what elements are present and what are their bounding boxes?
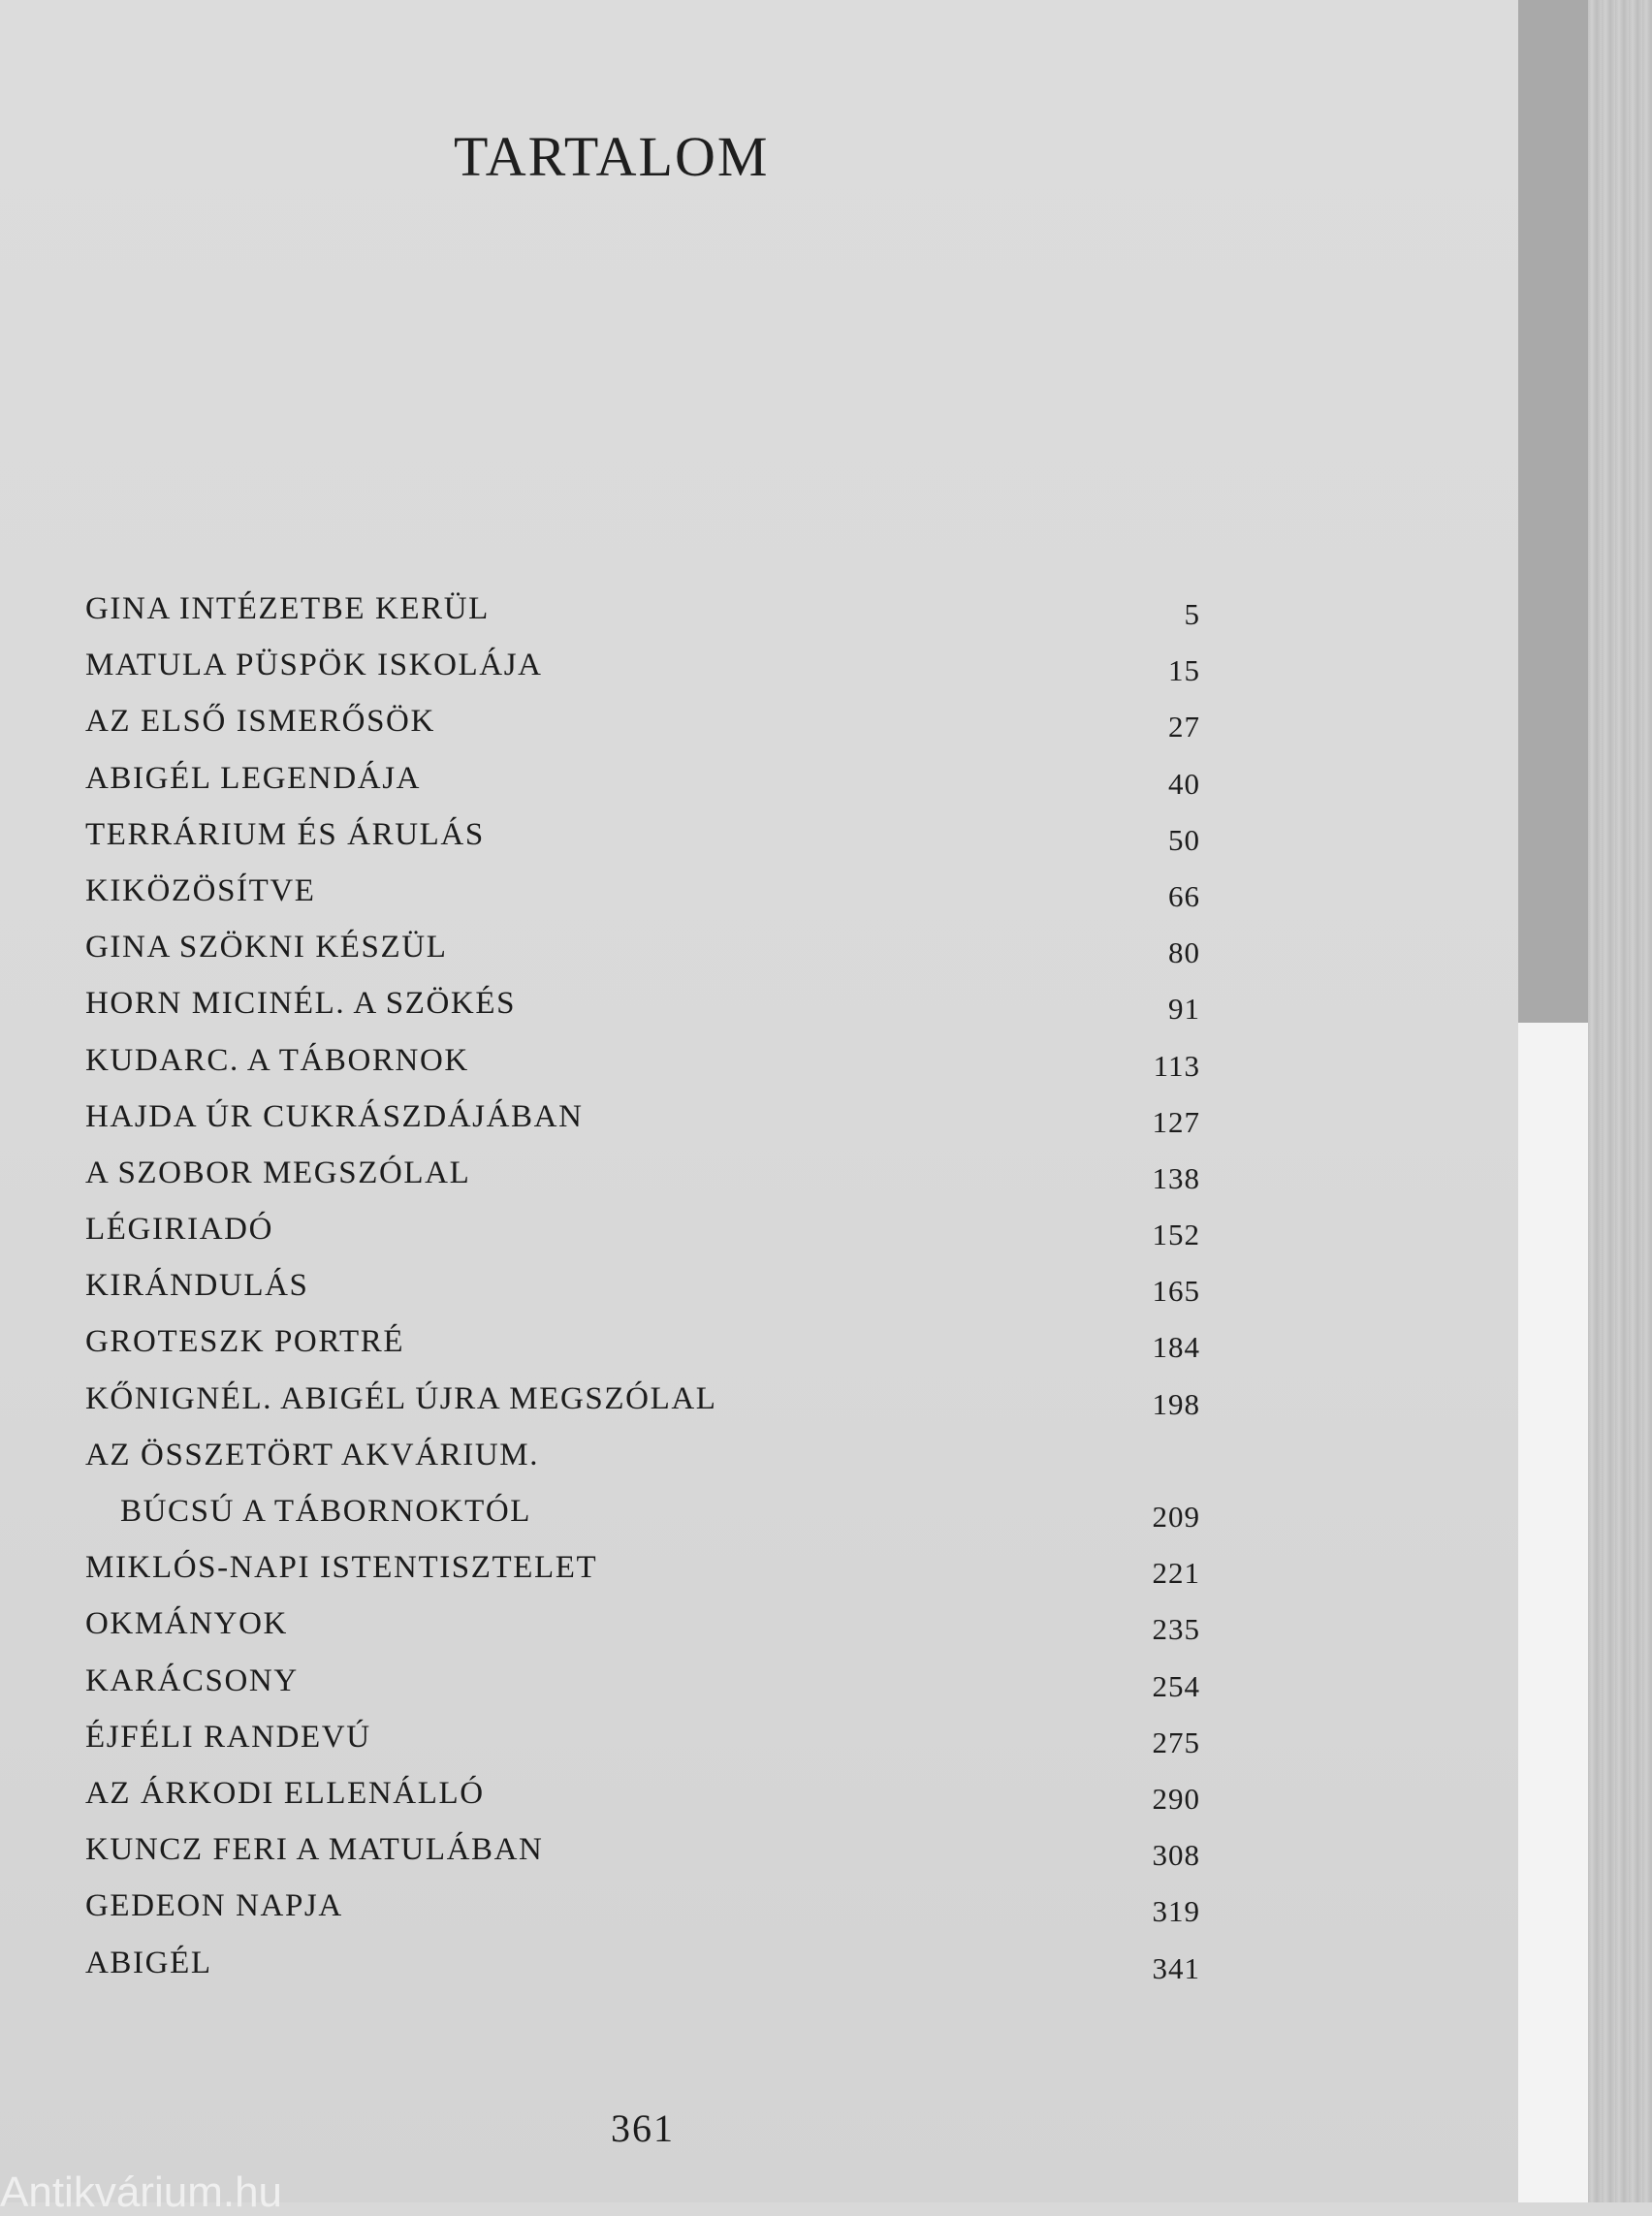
toc-entry-title: AZ ELSŐ ISMERŐSÖK — [85, 704, 435, 740]
toc-entry-title: GROTESZK PORTRÉ — [85, 1324, 405, 1360]
toc-entry-title: ABIGÉL LEGENDÁJA — [85, 760, 422, 796]
toc-row — [85, 761, 1200, 817]
toc-entry-page: 113 — [1153, 1048, 1200, 1083]
toc-entry-page: 198 — [1152, 1386, 1200, 1421]
toc-entry-page: 80 — [1168, 935, 1200, 970]
toc-row — [85, 1099, 1200, 1155]
toc-entry-page: 319 — [1152, 1894, 1200, 1929]
page-number: 361 — [611, 2106, 675, 2150]
toc-row — [85, 1155, 1200, 1212]
toc-entry-page: 40 — [1168, 766, 1200, 801]
toc-entry-title: AZ ÖSSZETÖRT AKVÁRIUM. — [85, 1437, 540, 1472]
toc-entry-page: 127 — [1152, 1104, 1200, 1139]
toc-entry-title: GINA SZÖKNI KÉSZÜL — [85, 930, 448, 966]
toc-entry-title: ABIGÉL — [85, 1945, 212, 1980]
book-edge-gray — [1518, 0, 1588, 1023]
toc-row — [85, 1776, 1200, 1832]
toc-row — [85, 704, 1200, 760]
toc-entry-page: 91 — [1168, 992, 1200, 1027]
toc-entry-title: AZ ÁRKODI ELLENÁLLÓ — [85, 1775, 485, 1811]
toc-entry-page: 235 — [1152, 1612, 1200, 1647]
toc-entry-title: HORN MICINÉL. A SZÖKÉS — [85, 986, 517, 1022]
toc-row — [85, 1324, 1200, 1380]
toc-entry-title: KŐNIGNÉL. ABIGÉL ÚJRA MEGSZÓLAL — [85, 1380, 717, 1416]
toc-row — [85, 591, 1200, 648]
toc-row — [85, 1381, 1200, 1438]
toc-row — [85, 1832, 1200, 1888]
toc-row — [85, 1438, 1200, 1494]
toc-entry-title: GEDEON NAPJA — [85, 1888, 343, 1924]
toc-entry-title: ÉJFÉLI RANDEVÚ — [85, 1719, 371, 1755]
toc-row — [85, 1606, 1200, 1662]
toc-entry-title: KIRÁNDULÁS — [85, 1268, 309, 1304]
background-surface — [1588, 0, 1652, 2202]
toc-entry-page: 15 — [1168, 653, 1200, 688]
toc-entry-title: KIKÖZÖSÍTVE — [85, 872, 316, 908]
toc-entry-title: KUNCZ FERI A MATULÁBAN — [85, 1832, 544, 1868]
toc-entry-page: 308 — [1152, 1838, 1200, 1873]
toc-entry-page: 5 — [1184, 597, 1200, 631]
toc-row — [85, 648, 1200, 704]
toc-row — [85, 817, 1200, 873]
toc-row — [85, 1888, 1200, 1945]
toc-entry-page: 290 — [1152, 1781, 1200, 1816]
toc-row — [85, 1268, 1200, 1324]
toc-entry-title: MIKLÓS-NAPI ISTENTISZTELET — [85, 1550, 598, 1586]
toc-entry-page: 138 — [1152, 1160, 1200, 1195]
toc-row — [85, 1550, 1200, 1606]
toc-entry-title: GINA INTÉZETBE KERÜL — [85, 591, 490, 626]
toc-entry-title: KARÁCSONY — [85, 1662, 299, 1698]
toc-entry-page: 27 — [1168, 710, 1200, 744]
toc-row-continuation — [85, 1494, 1200, 1550]
toc-entry-title: MATULA PÜSPÖK ISKOLÁJA — [85, 648, 543, 683]
toc-entry-page: 152 — [1152, 1218, 1200, 1252]
toc-entry-title: A SZOBOR MEGSZÓLAL — [85, 1155, 471, 1190]
toc-row — [85, 930, 1200, 986]
toc-entry-title: HAJDA ÚR CUKRÁSZDÁJÁBAN — [85, 1098, 584, 1134]
toc-row — [85, 1043, 1200, 1099]
toc-entry-page: 209 — [1152, 1500, 1200, 1534]
toc-entry-title: TERRÁRIUM ÉS ÁRULÁS — [85, 816, 485, 852]
toc-entry-page: 50 — [1168, 822, 1200, 857]
toc-entry-page: 184 — [1152, 1330, 1200, 1365]
book-edge-white — [1518, 1023, 1592, 2202]
toc-entry-page: 221 — [1152, 1556, 1200, 1591]
toc-entry-page: 66 — [1168, 878, 1200, 913]
toc-row — [85, 873, 1200, 930]
toc-entry-title: OKMÁNYOK — [85, 1606, 288, 1642]
table-of-contents — [85, 591, 1200, 2002]
toc-entry-page: 165 — [1152, 1274, 1200, 1309]
toc-row — [85, 1663, 1200, 1720]
toc-row — [85, 1946, 1200, 2002]
toc-entry-page: 341 — [1152, 1950, 1200, 1985]
toc-entry-page: 254 — [1152, 1668, 1200, 1703]
toc-entry-title: LÉGIRIADÓ — [85, 1212, 274, 1248]
toc-row — [85, 1212, 1200, 1268]
toc-row — [85, 986, 1200, 1042]
watermark: Antikvárium.hu — [0, 2169, 283, 2216]
toc-entry-page: 275 — [1152, 1725, 1200, 1759]
toc-entry-title: BÚCSÚ A TÁBORNOKTÓL — [120, 1494, 532, 1529]
page-title: TARTALOM — [454, 125, 770, 188]
toc-row — [85, 1720, 1200, 1776]
toc-entry-title: KUDARC. A TÁBORNOK — [85, 1042, 469, 1078]
